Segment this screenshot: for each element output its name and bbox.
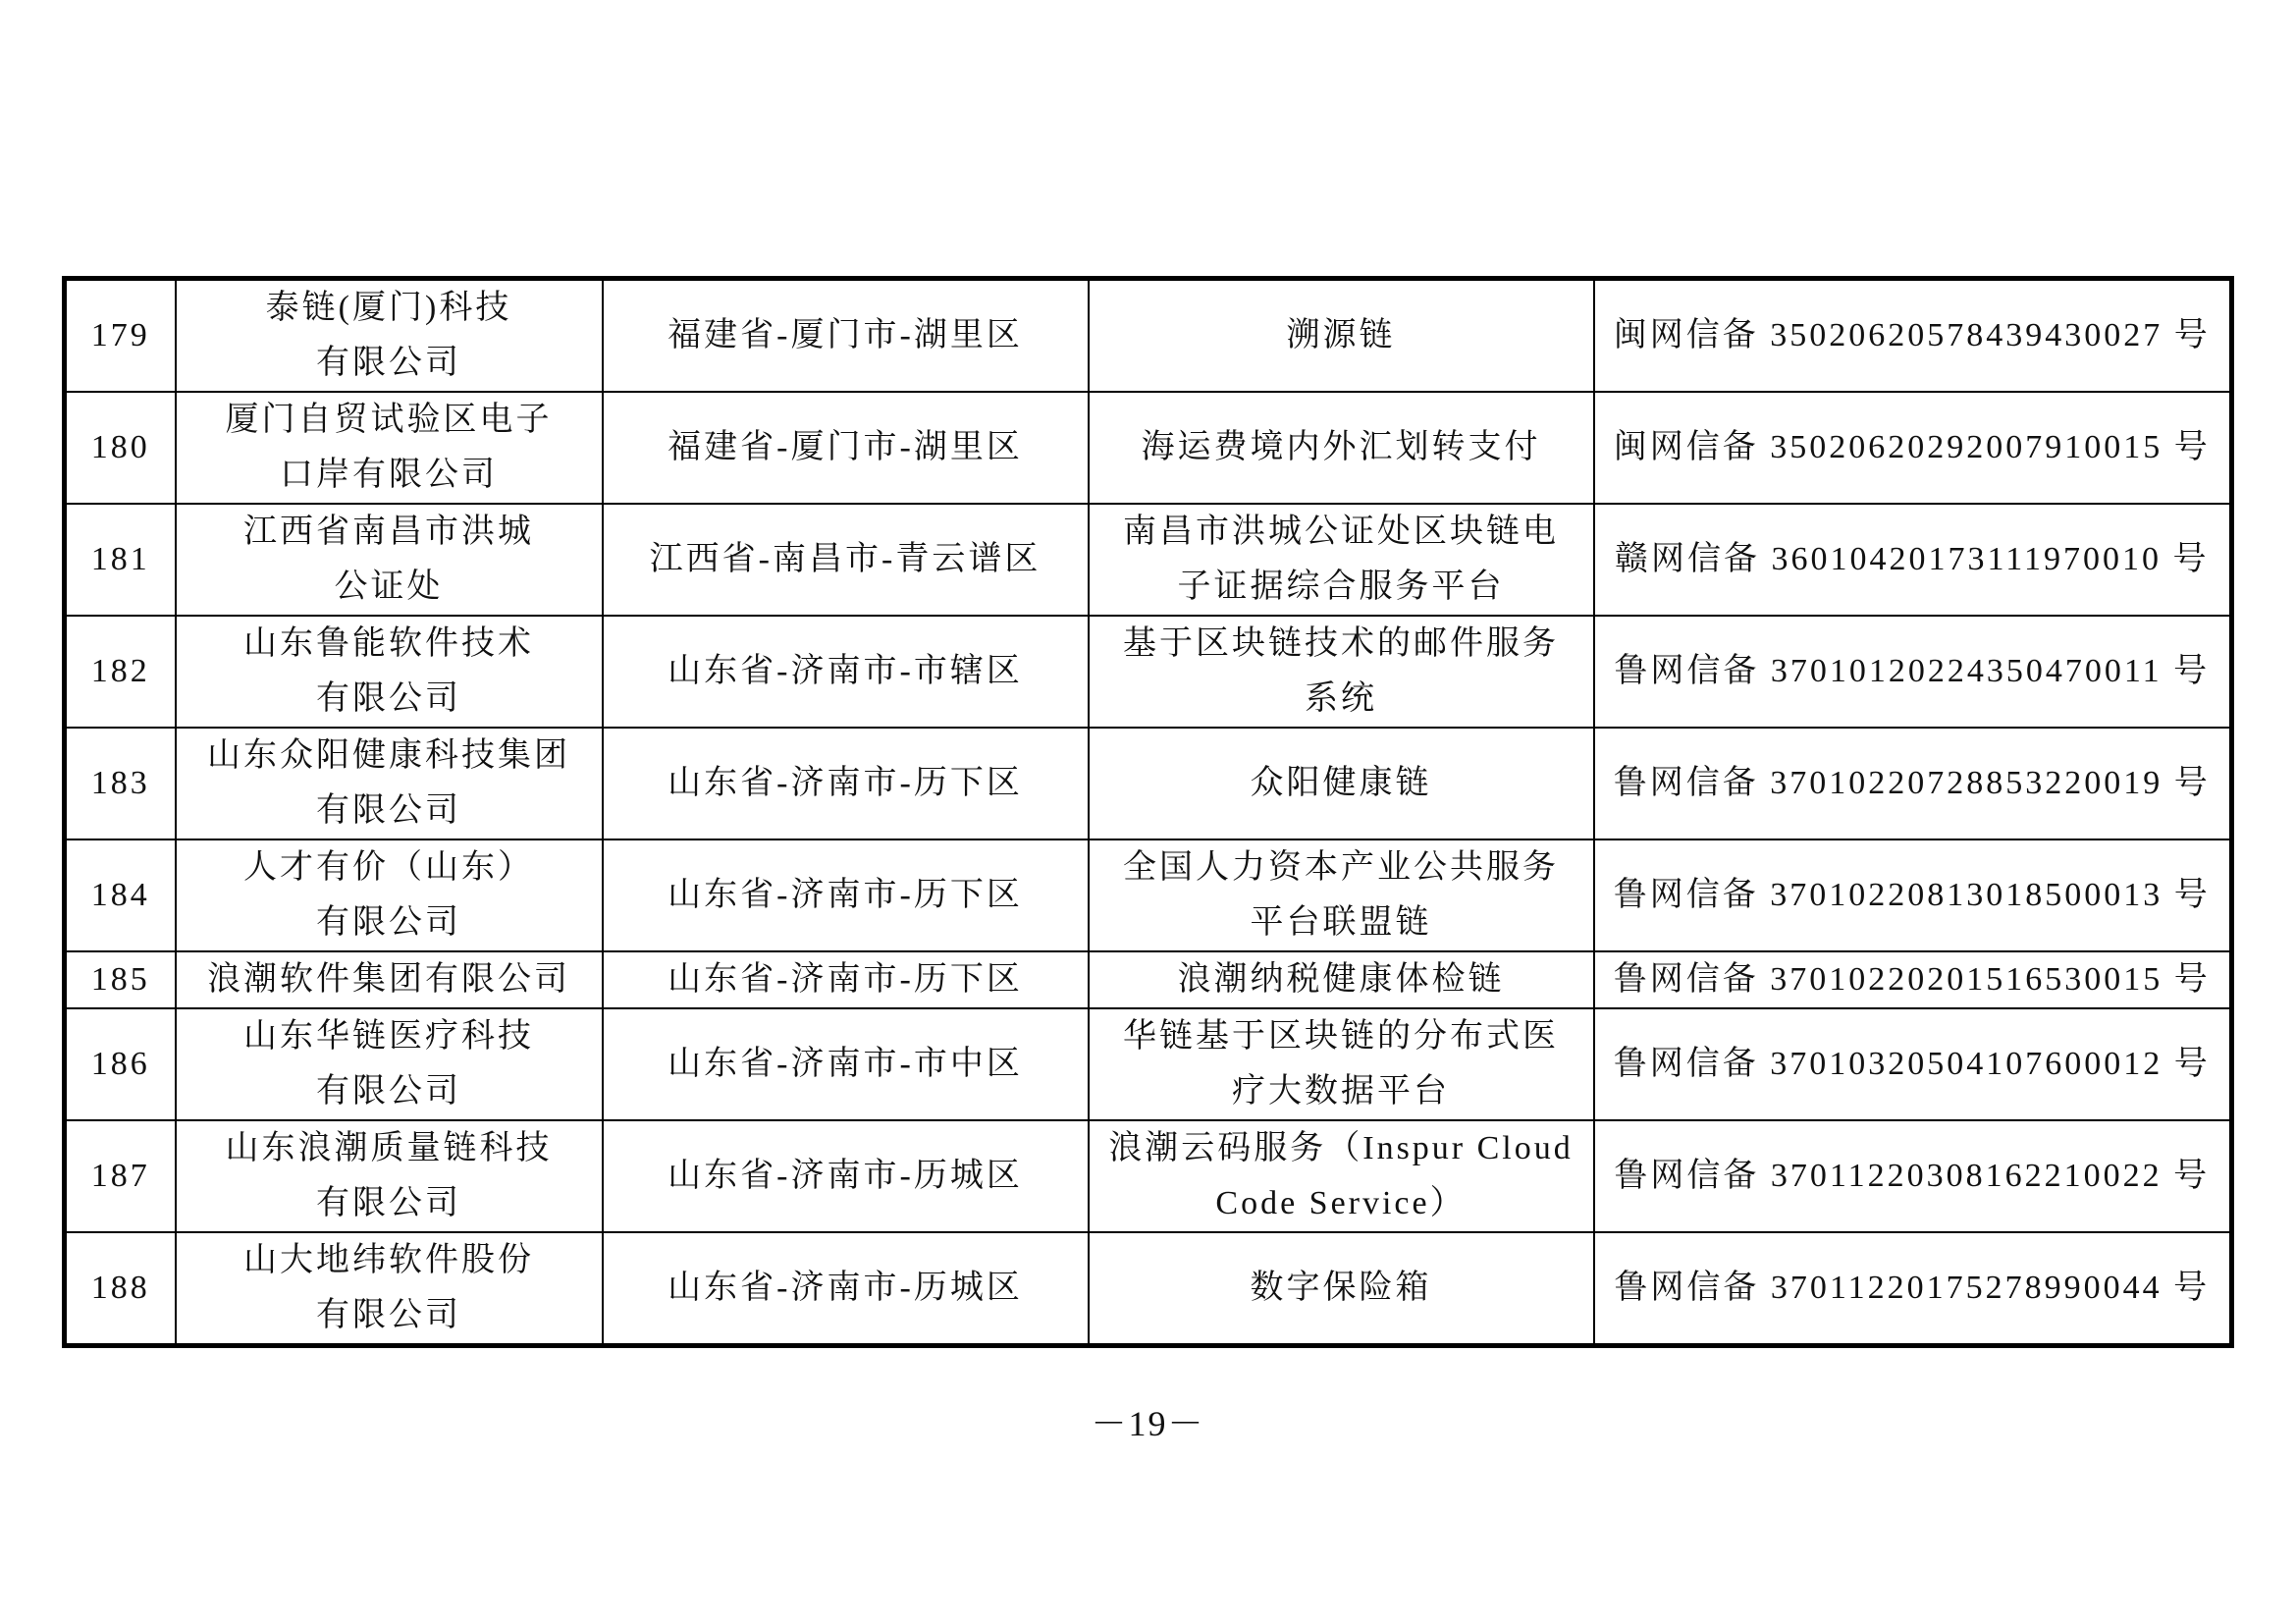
service-name-line: 众阳健康链 xyxy=(1250,765,1432,801)
location-cell: 山东省-济南市-历城区 xyxy=(603,1120,1089,1232)
location-cell: 山东省-济南市-历下区 xyxy=(603,728,1089,839)
service-name-cell xyxy=(1089,951,1594,1008)
row-number-cell: 188 xyxy=(65,1232,176,1346)
service-name-line: 海运费境内外汇划转支付 xyxy=(1141,429,1541,465)
record-number-cell: 鲁网信备 37010120224350470011 号 xyxy=(1594,616,2232,728)
service-name-line: 子证据综合服务平台 xyxy=(1177,568,1505,605)
service-name-line: 全国人力资本产业公共服务 xyxy=(1123,849,1559,886)
service-name-cell xyxy=(1089,504,1594,616)
row-number-cell: 180 xyxy=(65,392,176,504)
entity-name-line: 有限公司 xyxy=(316,904,461,941)
record-number-cell: 鲁网信备 37011220308162210022 号 xyxy=(1594,1120,2232,1232)
entity-name-cell xyxy=(176,839,603,951)
entity-name-line: 有限公司 xyxy=(316,1073,461,1110)
entity-name-cell xyxy=(176,1232,603,1346)
service-name-line: 浪潮云码服务（Inspur Cloud xyxy=(1108,1130,1574,1166)
table-body xyxy=(65,279,2232,1346)
entity-name-cell xyxy=(176,951,603,1008)
row-number-cell: 185 xyxy=(65,951,176,1008)
service-name-line: 数字保险箱 xyxy=(1250,1270,1432,1306)
location-cell: 福建省-厦门市-湖里区 xyxy=(603,279,1089,393)
record-number-cell: 闽网信备 35020620578439430027 号 xyxy=(1594,279,2232,393)
table-row xyxy=(65,1008,2232,1120)
service-name-cell xyxy=(1089,1008,1594,1120)
service-name-line: 系统 xyxy=(1305,680,1377,717)
service-name-line: Code Service） xyxy=(1215,1185,1467,1221)
row-number-cell: 184 xyxy=(65,839,176,951)
entity-name-line: 有限公司 xyxy=(316,1185,461,1221)
service-name-cell xyxy=(1089,392,1594,504)
service-name-line: 南昌市洪城公证处区块链电 xyxy=(1123,514,1559,550)
service-name-cell xyxy=(1089,1232,1594,1346)
table-row xyxy=(65,504,2232,616)
row-number-cell: 179 xyxy=(65,279,176,393)
location-cell: 山东省-济南市-历下区 xyxy=(603,951,1089,1008)
row-number-cell: 181 xyxy=(65,504,176,616)
record-number-cell: 闽网信备 35020620292007910015 号 xyxy=(1594,392,2232,504)
entity-name-line: 有限公司 xyxy=(316,792,461,829)
row-number-cell: 183 xyxy=(65,728,176,839)
entity-name-cell xyxy=(176,1120,603,1232)
entity-name-line: 山东众阳健康科技集团 xyxy=(207,737,570,774)
service-name-line: 华链基于区块链的分布式医 xyxy=(1123,1018,1559,1055)
row-number-cell: 182 xyxy=(65,616,176,728)
location-cell: 山东省-济南市-历下区 xyxy=(603,839,1089,951)
table-row xyxy=(65,951,2232,1008)
record-number-cell: 鲁网信备 37011220175278990044 号 xyxy=(1594,1232,2232,1346)
entity-name-cell xyxy=(176,1008,603,1120)
table-row xyxy=(65,616,2232,728)
entity-name-line: 山东浪潮质量链科技 xyxy=(225,1130,553,1166)
entity-name-cell xyxy=(176,728,603,839)
entity-name-line: 口岸有限公司 xyxy=(280,457,498,493)
entity-name-line: 厦门自贸试验区电子 xyxy=(225,402,553,438)
table-row xyxy=(65,279,2232,393)
entity-name-cell xyxy=(176,504,603,616)
record-number-cell: 鲁网信备 37010220728853220019 号 xyxy=(1594,728,2232,839)
entity-name-line: 江西省南昌市洪城 xyxy=(243,514,534,550)
page-number: －19－ xyxy=(1091,1404,1205,1443)
table-row xyxy=(65,1232,2232,1346)
record-number-cell: 鲁网信备 37010220201516530015 号 xyxy=(1594,951,2232,1008)
location-cell: 江西省-南昌市-青云谱区 xyxy=(603,504,1089,616)
location-cell: 山东省-济南市-市辖区 xyxy=(603,616,1089,728)
record-number-cell: 赣网信备 36010420173111970010 号 xyxy=(1594,504,2232,616)
entity-name-line: 泰链(厦门)科技 xyxy=(265,290,512,326)
entity-name-line: 山东鲁能软件技术 xyxy=(243,625,534,662)
service-name-line: 平台联盟链 xyxy=(1250,904,1432,941)
table-row xyxy=(65,392,2232,504)
entity-name-line: 有限公司 xyxy=(316,1297,461,1333)
service-name-line: 基于区块链技术的邮件服务 xyxy=(1123,625,1559,662)
service-name-line: 溯源链 xyxy=(1286,317,1396,353)
entity-name-cell xyxy=(176,392,603,504)
row-number-cell: 187 xyxy=(65,1120,176,1232)
entity-name-line: 人才有价（山东） xyxy=(243,849,534,886)
service-name-line: 浪潮纳税健康体检链 xyxy=(1177,961,1505,998)
location-cell: 山东省-济南市-市中区 xyxy=(603,1008,1089,1120)
entity-name-line: 有限公司 xyxy=(316,680,461,717)
record-number-cell: 鲁网信备 37010220813018500013 号 xyxy=(1594,839,2232,951)
entity-name-cell xyxy=(176,279,603,393)
service-name-cell xyxy=(1089,279,1594,393)
row-number-cell: 186 xyxy=(65,1008,176,1120)
entity-name-line: 有限公司 xyxy=(316,345,461,381)
entity-name-line: 山东华链医疗科技 xyxy=(243,1018,534,1055)
blockchain-service-registry-table xyxy=(62,276,2234,1348)
service-name-cell xyxy=(1089,728,1594,839)
service-name-line: 疗大数据平台 xyxy=(1232,1073,1450,1110)
service-name-cell xyxy=(1089,616,1594,728)
table-row xyxy=(65,1120,2232,1232)
service-name-cell xyxy=(1089,1120,1594,1232)
record-number-cell: 鲁网信备 37010320504107600012 号 xyxy=(1594,1008,2232,1120)
table-row xyxy=(65,839,2232,951)
location-cell: 福建省-厦门市-湖里区 xyxy=(603,392,1089,504)
location-cell: 山东省-济南市-历城区 xyxy=(603,1232,1089,1346)
service-name-cell xyxy=(1089,839,1594,951)
entity-name-line: 山大地纬软件股份 xyxy=(243,1242,534,1278)
table-row xyxy=(65,728,2232,839)
entity-name-line: 公证处 xyxy=(334,568,444,605)
entity-name-line: 浪潮软件集团有限公司 xyxy=(207,961,570,998)
entity-name-cell xyxy=(176,616,603,728)
